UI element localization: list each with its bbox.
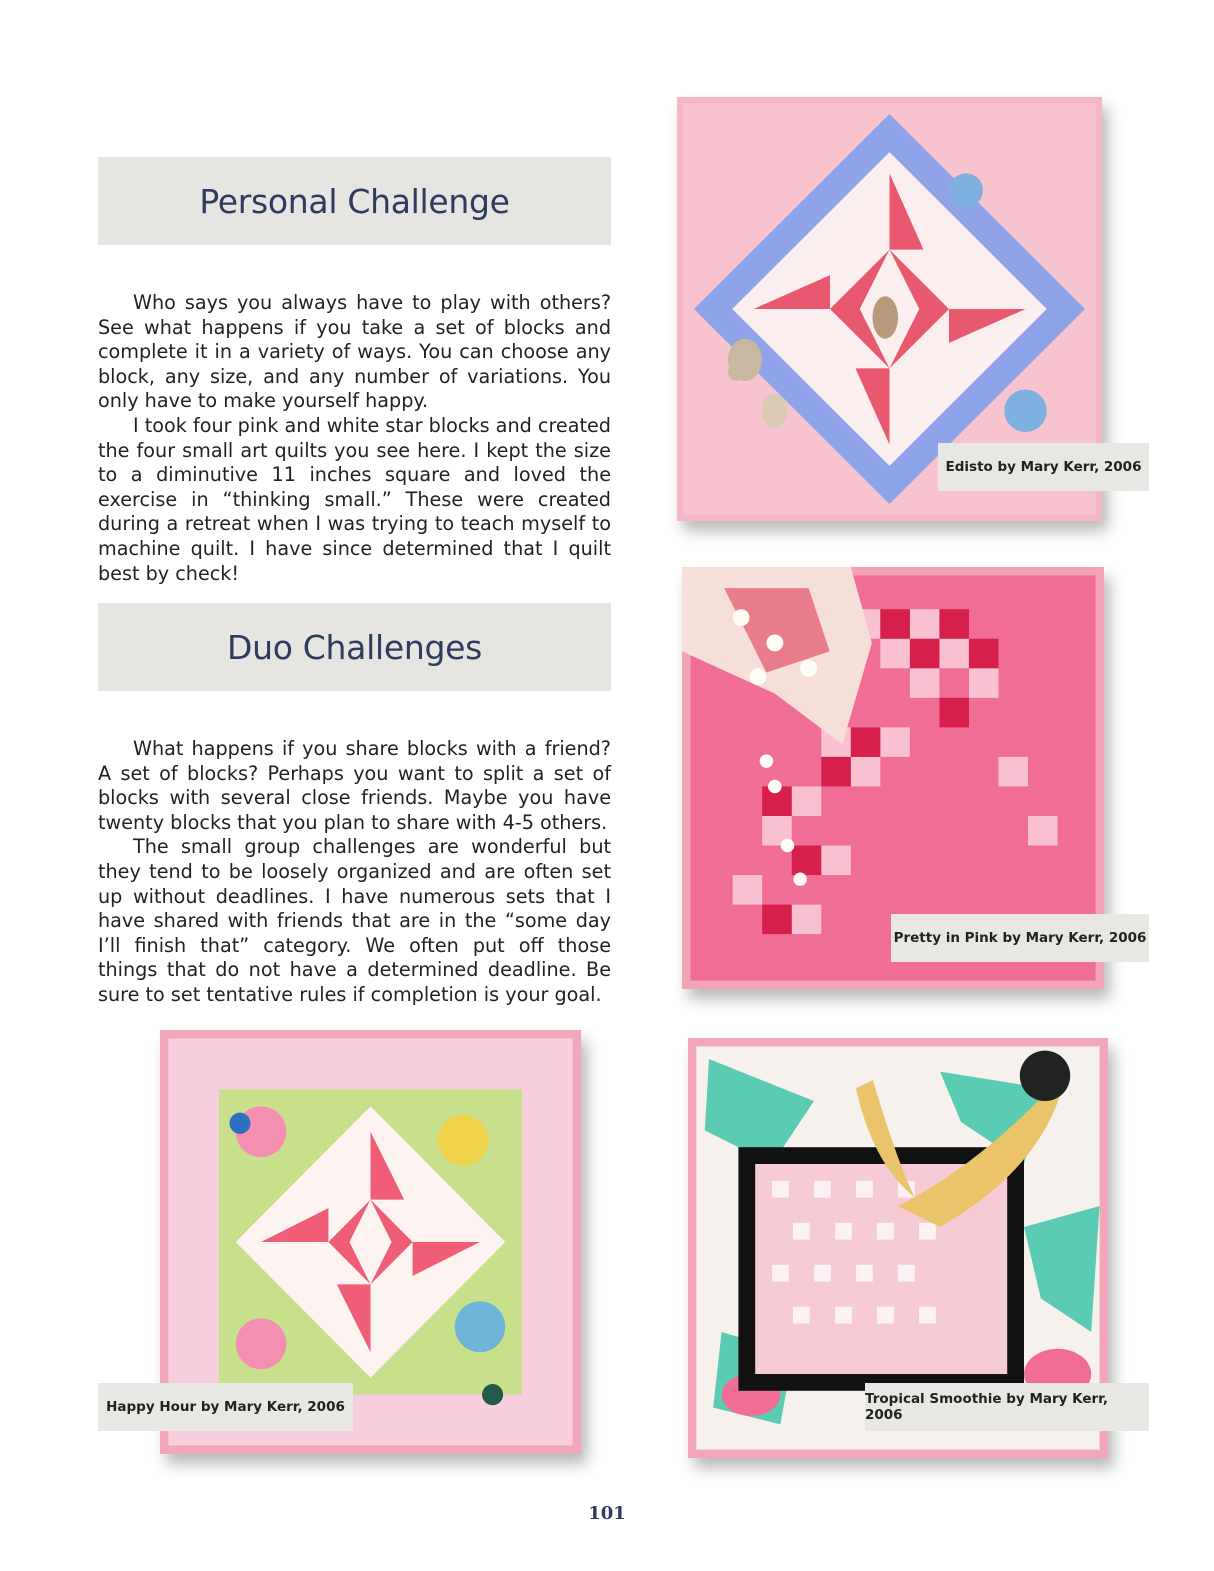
duo-challenges-body (98, 737, 611, 1008)
paragraph: I took four pink and white star blocks and created the four small art quilts you see here. I kept the size to a diminutive 11 inches square and loved the exercise in “thinking small.” These were created during a retreat when I was trying to teach myself to machine quilt. I have since determined that I quilt best by check! (98, 413, 611, 585)
tropical-smoothie-caption: Tropical Smoothie by Mary Kerr, 2006 (865, 1383, 1149, 1431)
section-heading: Duo Challenges (227, 627, 482, 667)
duo-challenges-heading-box (98, 603, 611, 691)
edisto-caption: Edisto by Mary Kerr, 2006 (938, 443, 1149, 491)
pretty-in-pink-caption: Pretty in Pink by Mary Kerr, 2006 (891, 914, 1149, 962)
personal-challenge-heading-box (98, 157, 611, 245)
paragraph: The small group challenges are wonderful but they tend to be loosely organized and are often set up without deadlines. I have numerous sets that I have shared with friends that are in the “some day I’ll finish that” category. We often put off those things that do not have a determined deadline. Be sure to set tentative rules if completion is your goal. (98, 835, 611, 1006)
page-number: 101 (588, 1503, 626, 1524)
paragraph: Who says you always have to play with others? See what happens if you take a set of blocks and complete it in a variety of ways. You can choose any block, any size, and any number of variations. You only have to make yourself happy. (98, 291, 611, 413)
section-heading: Personal Challenge (199, 181, 510, 221)
personal-challenge-body (98, 291, 611, 586)
happy-hour-caption: Happy Hour by Mary Kerr, 2006 (98, 1383, 353, 1431)
paragraph: What happens if you share blocks with a friend? A set of blocks? Perhaps you want to split a set of blocks with several close friends. Maybe you have twenty blocks that you plan to share with 4-5 others. (98, 737, 611, 834)
